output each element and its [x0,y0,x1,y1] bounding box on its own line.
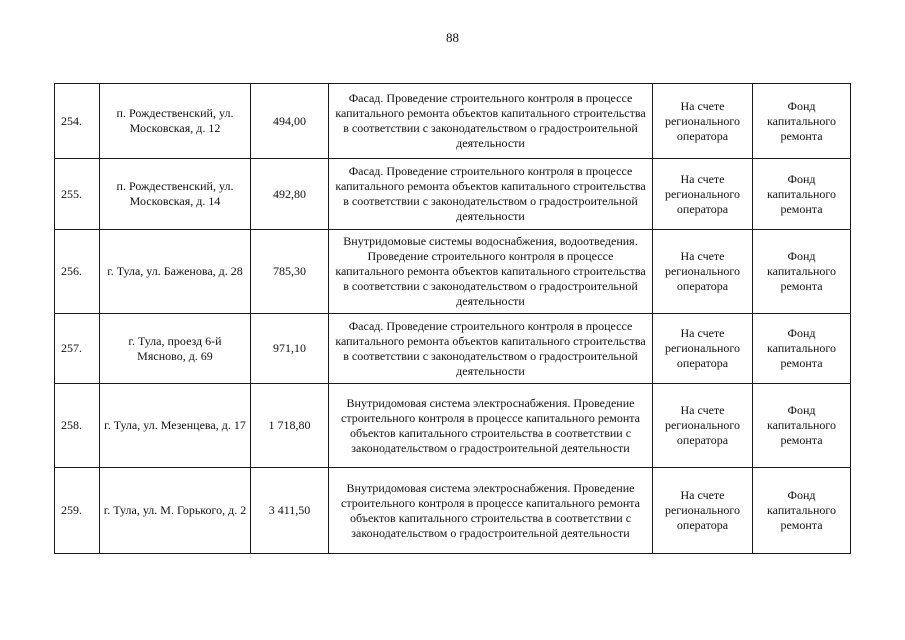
row-number: 259. [55,468,100,554]
area-cell: 971,10 [251,314,329,384]
address-cell: п. Рождественский, ул. Московская, д. 14 [100,159,251,230]
address-cell: г. Тула, ул. Мезенцева, д. 17 [100,384,251,468]
fund-cell: Фонд капитального ремонта [753,314,851,384]
fund-cell: Фонд капитального ремонта [753,468,851,554]
table-row [55,84,851,159]
fund-cell: Фонд капитального ремонта [753,384,851,468]
fund-cell: Фонд капитального ремонта [753,230,851,314]
account-cell: На счете регионального оператора [653,84,753,159]
page-number: 88 [446,30,459,45]
table-row [55,384,851,468]
work-description-cell: Внутридомовые системы водоснабжения, водоотведения. Проведение строительного контроля в процессе капитального ремонта объектов капитального строительства в соответствии с законодательством о градостроительной деятельности [329,230,653,314]
area-cell: 3 411,50 [251,468,329,554]
address-cell: п. Рождественский, ул. Московская, д. 12 [100,84,251,159]
area-cell: 494,00 [251,84,329,159]
row-number: 255. [55,159,100,230]
area-cell: 1 718,80 [251,384,329,468]
work-description-cell: Фасад. Проведение строительного контроля в процессе капитального ремонта объектов капитального строительства в соответствии с законодательством о градостроительной деятельности [329,159,653,230]
work-description-cell: Фасад. Проведение строительного контроля в процессе капитального ремонта объектов капитального строительства в соответствии с законодательством о градостроительной деятельности [329,84,653,159]
account-cell: На счете регионального оператора [653,468,753,554]
address-cell: г. Тула, ул. М. Горького, д. 2 [100,468,251,554]
work-description-cell: Внутридомовая система электроснабжения. Проведение строительного контроля в процессе капитального ремонта объектов капитального строительства в соответствии с законодательством о градостроительной деятельности [329,384,653,468]
account-cell: На счете регионального оператора [653,384,753,468]
work-description-cell: Внутридомовая система электроснабжения. Проведение строительного контроля в процессе капитального ремонта объектов капитального строительства в соответствии с законодательством о градостроительной деятельности [329,468,653,554]
row-number: 256. [55,230,100,314]
table-row [55,468,851,554]
row-number: 257. [55,314,100,384]
account-cell: На счете регионального оператора [653,314,753,384]
work-description-cell: Фасад. Проведение строительного контроля в процессе капитального ремонта объектов капитального строительства в соответствии с законодательством о градостроительной деятельности [329,314,653,384]
table-row [55,230,851,314]
row-number: 254. [55,84,100,159]
area-cell: 785,30 [251,230,329,314]
row-number: 258. [55,384,100,468]
account-cell: На счете регионального оператора [653,159,753,230]
account-cell: На счете регионального оператора [653,230,753,314]
table-row [55,159,851,230]
repair-registry-table [54,83,851,554]
fund-cell: Фонд капитального ремонта [753,159,851,230]
fund-cell: Фонд капитального ремонта [753,84,851,159]
address-cell: г. Тула, проезд 6-й Мясново, д. 69 [100,314,251,384]
address-cell: г. Тула, ул. Баженова, д. 28 [100,230,251,314]
area-cell: 492,80 [251,159,329,230]
table-row [55,314,851,384]
